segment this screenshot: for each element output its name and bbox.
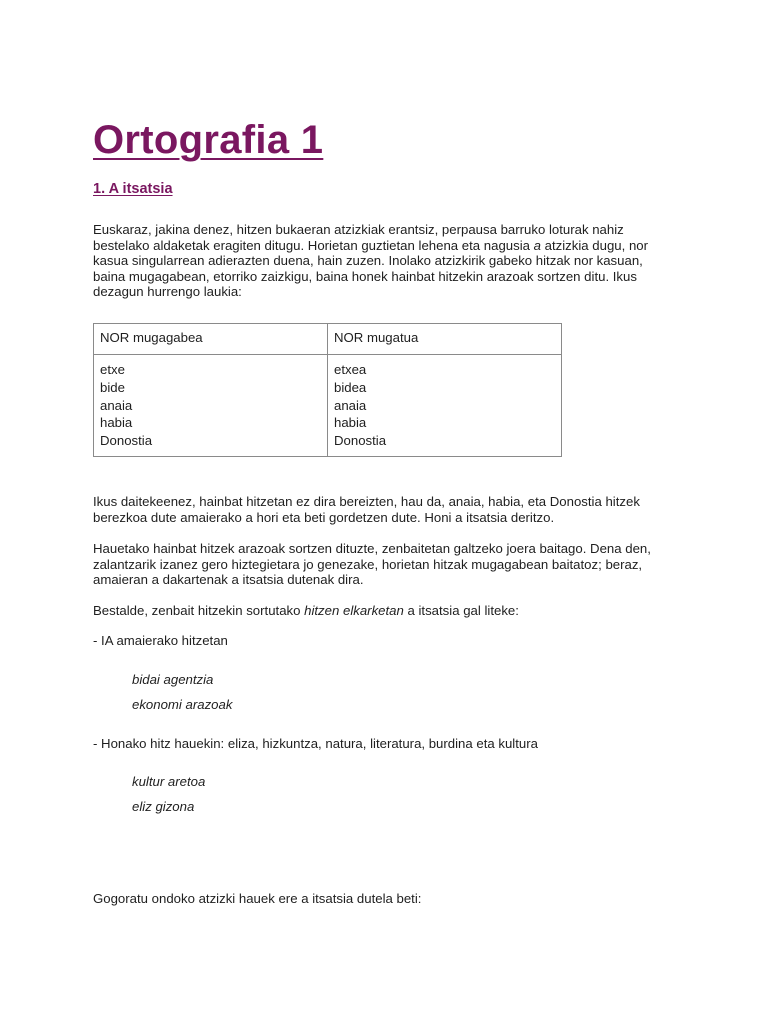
paragraph-3: Hauetako hainbat hitzek arazoak sortzen dituzte, zenbaitetan galtzeko joera baitago. Dena den, zalantzarik izanez gero hiztegietara jo genezake, horietan hitzak mugagabean baitatoz; beraz, amaieran a dakartenak a itsatsia dutenak dira. xyxy=(93,541,651,588)
paragraph-4 xyxy=(93,603,673,619)
intro-text-emphasis: a xyxy=(533,237,541,253)
table-cell-indefinite xyxy=(94,355,328,457)
table-word: etxea xyxy=(334,362,367,377)
paragraph-4-part1: Bestalde, zenbait hitzekin sortutako xyxy=(93,603,305,618)
table-word: anaia xyxy=(334,397,367,413)
paragraph-2: Ikus daitekeenez, hainbat hitzetan ez dira bereizten, hau da, anaia, habia, eta Donostia hitzek berezkoa dute amaierako a hori eta beti gordetzen dute. Honi a itsatsia deritzo. xyxy=(93,494,640,525)
table-word: Donostia xyxy=(334,433,387,449)
table-word: bidea xyxy=(334,379,367,395)
table-row xyxy=(94,355,562,457)
table-word: habia xyxy=(334,415,367,431)
example-item: bidai agentzia xyxy=(132,672,214,687)
table-header-indefinite: NOR mugagabea xyxy=(94,324,328,355)
example-item: ekonomi arazoak xyxy=(132,697,233,712)
section-heading: 1. A itsatsia xyxy=(93,181,173,197)
intro-paragraph xyxy=(93,222,673,300)
page-title: Ortografia 1 xyxy=(93,118,324,162)
paragraph-final: Gogoratu ondoko atzizki hauek ere a itsatsia dutela beti: xyxy=(93,891,422,906)
nor-case-table xyxy=(93,323,562,457)
example-item: eliz gizona xyxy=(132,799,195,814)
paragraph-4-part2: a itsatsia gal liteke: xyxy=(403,603,519,618)
table-cell-definite xyxy=(328,355,562,457)
list-item-specific-words: - Honako hitz hauekin: eliza, hizkuntza, natura, literatura, burdina eta kultura xyxy=(93,736,538,751)
table-word: anaia xyxy=(100,397,133,413)
table-header-definite: NOR mugatua xyxy=(328,324,562,355)
intro-text-part2: atzizkia dugu, nor kasua singularrean adierazten duena, hain zuzen. Inolako atzizkirik gabeko hitzak nor kasuan, baina mugagabean, etorriko zaizkigu, baina honek hainbat hitzekin arazoak sortzen ditu. Ikus dezagun hurrengo laukia: xyxy=(93,237,649,300)
table-header-row xyxy=(94,324,562,355)
table-word: habia xyxy=(100,415,133,431)
intro-text-part1: Euskaraz, jakina denez, hitzen bukaeran atzizkiak erantsiz, perpausa barruko loturak nahiz bestelako aldaketak eragiten ditugu. Horietan guztietan lehena eta nagusia xyxy=(93,222,624,253)
table-word: etxe xyxy=(100,362,125,377)
list-item-ia-words: - IA amaierako hitzetan xyxy=(93,633,228,648)
table-word: Donostia xyxy=(100,433,153,449)
paragraph-4-emphasis: hitzen elkarketan xyxy=(304,603,404,618)
example-item: kultur aretoa xyxy=(132,774,206,789)
table-word: bide xyxy=(100,379,125,395)
